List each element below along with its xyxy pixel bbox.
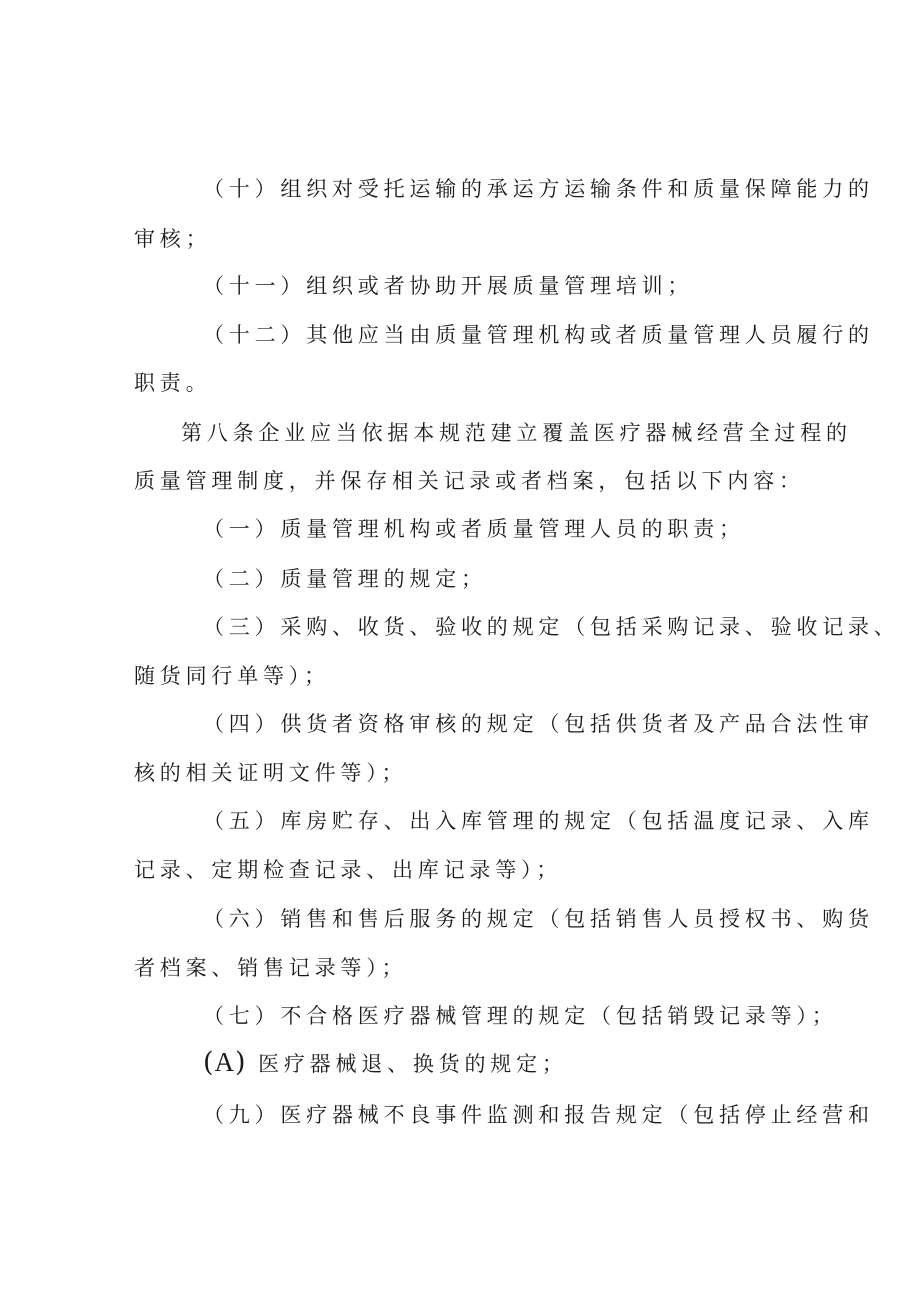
item-12-line-2: 职责。 [134,371,212,395]
list-item-6-line-1: （六）销售和售后服务的规定（包括销售人员授权书、购货 [203,907,874,931]
list-item-3-line-2: 随货同行单等）； [134,664,330,688]
item-a-letter: A [214,1047,236,1077]
list-item-4-line-2: 核的相关证明文件等）； [134,761,408,785]
item-a-text: 医疗器械退、换货的规定； [258,1052,568,1076]
list-item-9-line-1: （九）医疗器械不良事件监测和报告规定（包括停止经营和 [203,1103,874,1127]
list-item-5-line-1: （五）库房贮存、出入库管理的规定（包括温度记录、入库 [203,809,874,833]
list-item-5-line-2: 记录、定期检查记录、出库记录等）； [134,858,563,882]
item-a-close-paren: ) [235,1047,247,1078]
list-item-a [203,1047,568,1079]
item-12-line-1: （十二）其他应当由质量管理机构或者质量管理人员履行的 [203,323,874,347]
article-8-line-2: 质量管理制度，并保存相关记录或者档案，包括以下内容： [134,469,805,493]
list-item-7: （七）不合格医疗器械管理的规定（包括销毁记录等）； [203,1004,838,1028]
item-a-open-paren: ( [203,1047,215,1078]
item-10-line-1: （十）组织对受托运输的承运方运输条件和质量保障能力的 [203,177,874,201]
list-item-2: （二）质量管理的规定； [203,567,487,591]
list-item-3-line-1: （三）采购、收货、验收的规定（包括采购记录、验收记录、 [203,615,900,639]
list-item-4-line-1: （四）供货者资格审核的规定（包括供货者及产品合法性审 [203,712,874,736]
article-8-line-1: 第八条企业应当依据本规范建立覆盖医疗器械经营全过程的 [181,421,852,445]
list-item-6-line-2: 者档案、销售记录等）； [134,956,408,980]
item-11: （十一）组织或者协助开展质量管理培训； [203,274,694,298]
item-10-line-2: 审核； [134,227,212,251]
list-item-1: （一）质量管理机构或者质量管理人员的职责； [203,517,745,541]
